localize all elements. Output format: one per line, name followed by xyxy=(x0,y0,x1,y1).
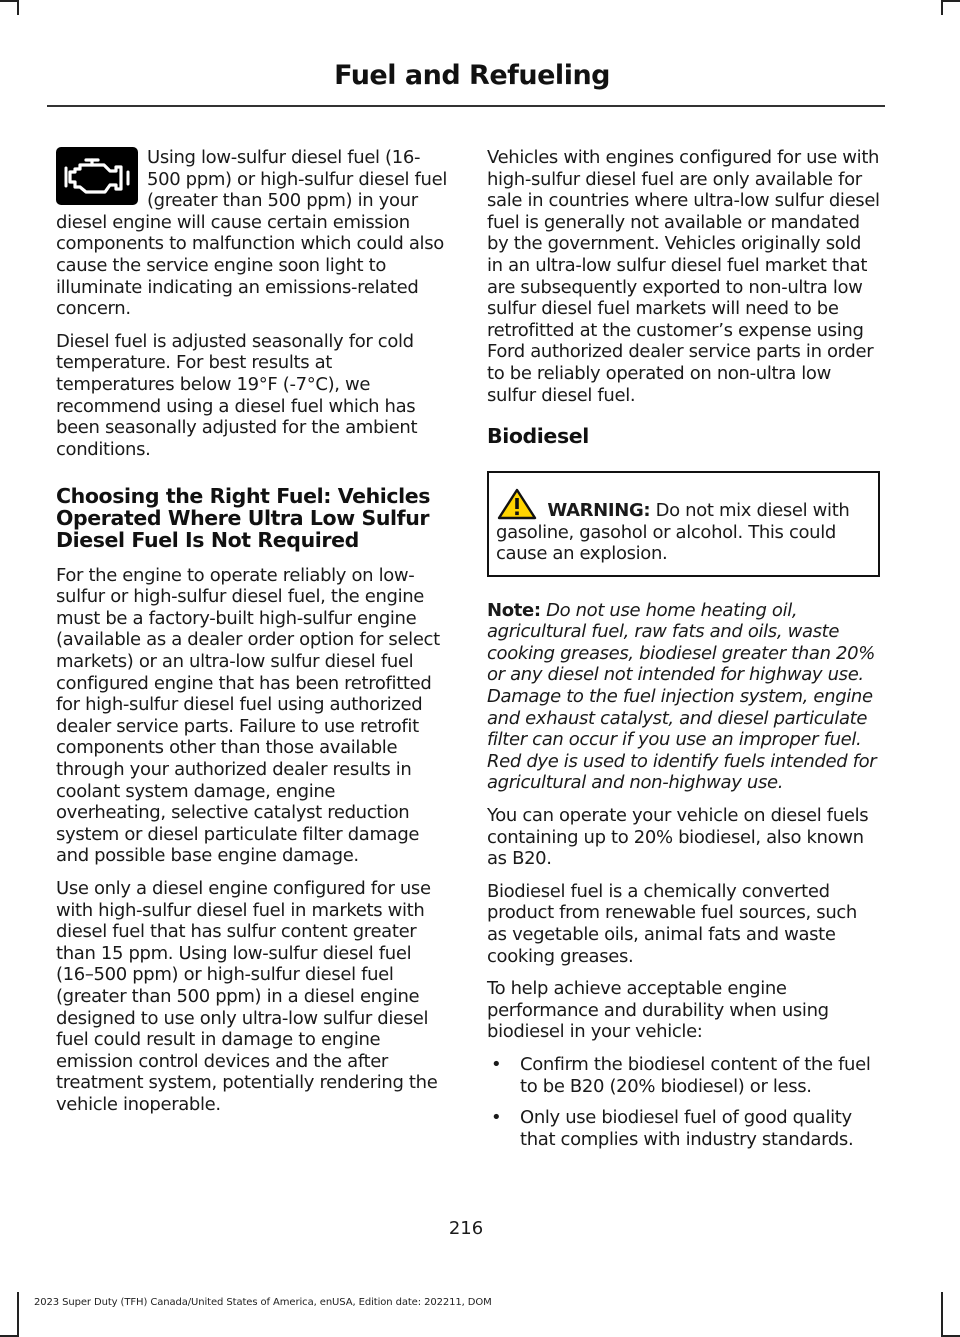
section-heading-biodiesel: Biodiesel xyxy=(487,424,589,449)
edition-footer: 2023 Super Duty (TFH) Canada/United States of America, enUSA, Edition date: 202211, DOM xyxy=(34,1297,492,1308)
note-label: Note: xyxy=(487,599,541,621)
page-title: Fuel and Refueling xyxy=(334,60,610,91)
section-heading-choosing-fuel: Choosing the Right Fuel: Vehicles Operated Where Ultra Low Sulfur Diesel Fuel Is Not Required xyxy=(56,484,431,552)
check-engine-icon xyxy=(56,147,138,205)
crop-mark xyxy=(17,1292,19,1337)
page-number: 216 xyxy=(448,1218,484,1239)
warning-text: Do not mix diesel with gasoline, gasohol or alcohol. This could cause an explosion. xyxy=(496,499,850,565)
b20-paragraph: You can operate your vehicle on diesel fuels containing up to 20% biodiesel, also known as B20. xyxy=(487,805,869,870)
biodiesel-tips-list xyxy=(487,1054,880,1150)
warning-box xyxy=(487,471,880,577)
seasonal-diesel-paragraph: Diesel fuel is adjusted seasonally for cold temperature. For best results at temperatures below 19°F (-7°C), we recommend using a diesel fuel which has been seasonally adjusted for the ambient conditions. xyxy=(56,330,418,460)
emission-warning-paragraph: Using low-sulfur diesel fuel (16-500 ppm) or high-sulfur diesel fuel (greater than 500 ppm) in your diesel engine will cause certain emission components to malfunction which could also cause the service engine soon light to illuminate indicating an emissions-related concern. xyxy=(56,147,447,320)
biodiesel-tips-intro: To help achieve acceptable engine performance and durability when using biodiesel in your vehicle: xyxy=(487,978,829,1043)
bullet: • xyxy=(491,1053,502,1075)
header-divider xyxy=(47,105,885,107)
list-item-text: Confirm the biodiesel content of the fuel to be B20 (20% biodiesel) or less. xyxy=(520,1053,871,1097)
left-column xyxy=(56,147,449,1127)
biodiesel-definition-paragraph: Biodiesel fuel is a chemically converted product from renewable fuel sources, such as vegetable oils, animal fats and waste cooking greases. xyxy=(487,880,857,967)
crop-mark xyxy=(17,0,19,15)
right-column xyxy=(487,147,880,1160)
crop-mark xyxy=(941,0,943,15)
warning-triangle-icon xyxy=(496,488,542,520)
note-text: Do not use home heating oil, agricultural fuel, raw fats and oils, waste cooking greases, biodiesel greater than 20% or any diesel not intended for highway use. Damage to the fuel injection system, engine and exhaust catalyst, and diesel particulate filter can occur if you use an improper fuel. Red dye is used to identify fuels intended for agricultural and non-highway use. xyxy=(487,599,877,794)
bullet: • xyxy=(491,1107,502,1129)
crop-mark xyxy=(941,1292,943,1337)
high-sulfur-engine-paragraph: For the engine to operate reliably on low-sulfur or high-sulfur diesel fuel, the engine must be a factory-built high-sulfur engine (available as a dealer order option for select markets) or an ultra-low sulfur diesel fuel configured engine that has been retrofitted for high-sulfur diesel fuel using authorized dealer service parts. Failure to use retrofit components other than those available through your authorized dealer results in coolant system damage, engine overheating, selective catalyst reduction system or diesel particulate filter damage and possible base engine damage. xyxy=(56,564,440,867)
export-vehicles-paragraph: Vehicles with engines configured for use with high-sulfur diesel fuel are only available for sale in countries where ultra-low sulfur diesel fuel is generally not available or mandated by the government. Vehicles originally sold in an ultra-low sulfur diesel fuel market that are subsequently exported to non-ultra low sulfur diesel fuel markets will need to be retrofitted at the customer’s expense using Ford authorized dealer service parts in order to be reliably operated on non-ultra low sulfur diesel fuel. xyxy=(487,147,880,406)
list-item xyxy=(487,1054,880,1097)
list-item-text: Only use biodiesel fuel of good quality that complies with industry standards. xyxy=(520,1107,854,1150)
list-item xyxy=(487,1107,880,1150)
note-paragraph xyxy=(487,600,880,794)
crop-mark xyxy=(0,0,17,2)
sulfur-content-paragraph: Use only a diesel engine configured for use with high-sulfur diesel fuel in markets with diesel fuel that has sulfur content greater than 15 ppm. Using low-sulfur diesel fuel (16–500 ppm) or high-sulfur diesel fuel (greater than 500 ppm) in a diesel engine designed to use only ultra-low sulfur diesel fuel could result in damage to engine emission control devices and the after treatment system, potentially rendering the vehicle inoperable. xyxy=(56,878,438,1115)
crop-mark xyxy=(943,0,960,2)
warning-label: WARNING: xyxy=(547,499,651,521)
